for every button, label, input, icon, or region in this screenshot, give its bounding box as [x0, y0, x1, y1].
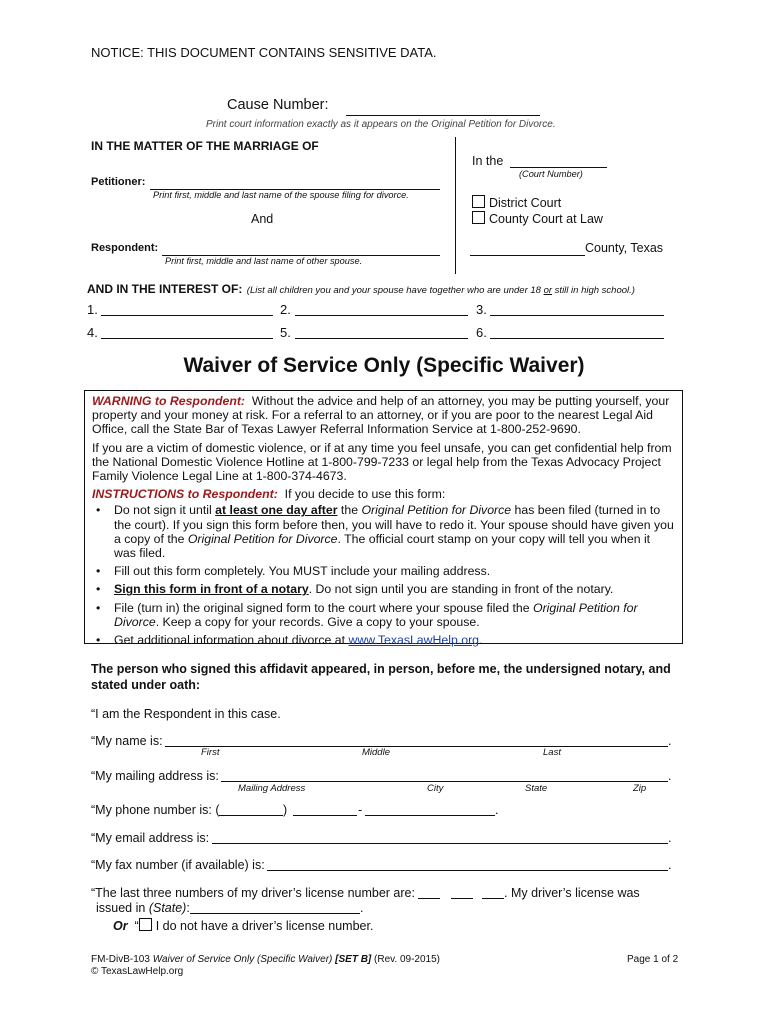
warning-paragraph	[92, 394, 675, 437]
no-license-checkbox[interactable]	[139, 918, 152, 931]
court-number-field[interactable]	[510, 155, 607, 168]
county-court-checkbox[interactable]	[472, 211, 485, 224]
child-5: 5.	[280, 325, 291, 340]
county-court-label: County Court at Law	[489, 212, 603, 226]
footer-copyright: © TexasLawHelp.org	[91, 966, 184, 977]
fax-field[interactable]	[267, 859, 668, 871]
child-2: 2.	[280, 302, 291, 317]
form-title: Waiver of Service Only (Specific Waiver)	[183, 354, 585, 377]
interest-heading: AND IN THE INTEREST OF:	[87, 282, 243, 296]
name-middle-hint: Middle	[362, 747, 390, 758]
email-field[interactable]	[212, 832, 668, 844]
mail-state-hint: State	[525, 783, 548, 794]
child-4: 4.	[87, 325, 98, 340]
license-digit-2-field[interactable]	[451, 887, 473, 899]
instruction-item: • Do not sign it until at least one day after the Original Petition for Divorce has been filed (turned in to the court). If you sign this form before then, you will have to redo it. Your spouse should have given you a copy of the Original Petition for Divorce. The official court stamp on your copy will tell you when it was filed.	[92, 503, 675, 560]
name-last-hint: Last	[543, 747, 561, 758]
respondent-statement: “I am the Respondent in this case.	[91, 707, 281, 721]
respondent-label: Respondent:	[91, 242, 159, 254]
email-label: “My email address is:	[91, 831, 210, 845]
issued-period: .	[360, 901, 364, 915]
name-label: “My name is:	[91, 734, 163, 748]
license-post-text: . My driver’s license was	[504, 886, 640, 900]
instruction-item: • File (turn in) the original signed form to the court where your spouse filed the Original Petition for Divorce. Keep a copy for your records. Give a copy to your spouse.	[92, 601, 675, 629]
texaslawhelp-link[interactable]: www.TexasLawHelp.org	[348, 633, 480, 648]
cause-instruction: Print court information exactly as it appears on the Original Petition for Divorce.	[206, 119, 556, 130]
license-digit-1-field[interactable]	[418, 887, 440, 899]
instruction-item: • Sign this form in front of a notary. Do not sign until you are standing in front of the notary.	[92, 582, 675, 596]
child-5-field[interactable]	[295, 328, 468, 339]
interest-instruction: (List all children you and your spouse have together who are under 18 or still in high school.)	[246, 285, 635, 296]
respondent-hint: Print first, middle and last name of other spouse.	[165, 256, 363, 266]
email-period: .	[668, 831, 672, 845]
instructions-label: INSTRUCTIONS to Respondent:	[92, 487, 278, 502]
mail-zip-hint: Zip	[633, 783, 647, 794]
license-digit-3-field[interactable]	[482, 887, 504, 899]
in-the-label: In the	[472, 154, 504, 168]
matter-heading: IN THE MATTER OF THE MARRIAGE OF	[91, 139, 319, 153]
child-1: 1.	[87, 302, 98, 317]
warning-text: Without the advice and help of an attorney, you may be putting yourself, your property and your money at risk. For a referral to an attorney, or if you are poor to the nearest Legal Aid Office, call the State Bar of Texas Lawyer Referral Information Service at 1-800-252-9690.	[92, 394, 670, 437]
district-court-option[interactable]	[472, 195, 561, 210]
form-footer-code: FM-DivB-103 Waiver of Service Only (Specific Waiver) [SET B] (Rev. 09-2015)	[91, 954, 441, 965]
county-court-option[interactable]	[472, 211, 603, 226]
phone-paren: )	[283, 803, 288, 817]
and-label: And	[251, 212, 274, 226]
license-state-field[interactable]	[190, 902, 360, 914]
mailing-label: “My mailing address is:	[91, 769, 219, 783]
phone-period: .	[495, 803, 499, 817]
county-texas-label: County, Texas	[585, 241, 664, 255]
petitioner-label: Petitioner:	[91, 176, 146, 188]
court-number-hint: (Court Number)	[519, 169, 583, 179]
name-period: .	[668, 734, 672, 748]
warning-box	[84, 390, 683, 648]
child-3: 3.	[476, 302, 487, 317]
instructions-list	[92, 503, 675, 647]
mailing-address-field[interactable]	[221, 770, 668, 782]
issued-in-label: issued in (State):	[96, 901, 190, 915]
cause-number-field[interactable]	[346, 101, 540, 116]
district-court-checkbox[interactable]	[472, 195, 485, 208]
child-6: 6.	[476, 325, 487, 340]
child-4-field[interactable]	[101, 328, 273, 339]
page-number: Page 1 of 2	[627, 954, 679, 965]
instructions-heading	[92, 487, 675, 501]
phone-label: “My phone number is: (	[91, 803, 220, 817]
petitioner-hint: Print first, middle and last name of the spouse filing for divorce.	[153, 190, 409, 200]
petitioner-name-field[interactable]	[150, 177, 440, 190]
or-label: Or	[113, 919, 128, 933]
name-field[interactable]	[165, 735, 668, 747]
phone-line-field[interactable]	[365, 804, 495, 816]
domestic-violence-paragraph: If you are a victim of domestic violence, or if at any time you feel unsafe, you can get confidential help from the National Domestic Violence Hotline at 1-800-799-7233 or legal help from the Texas Advocacy Project Family Violence Legal Line at 1-800-374-4673.	[92, 440, 672, 484]
instructions-intro: If you decide to use this form:	[284, 487, 446, 502]
no-license-row: Or “ I do not have a driver’s license number.	[113, 919, 374, 933]
phone-dash: -	[358, 803, 363, 817]
affidavit-intro: The person who signed this affidavit appeared, in person, before me, the undersigned notary, and stated under oath:	[91, 662, 671, 692]
no-license-text: I do not have a driver’s license number.	[155, 919, 374, 933]
child-1-field[interactable]	[101, 305, 273, 316]
fax-period: .	[668, 858, 672, 872]
mail-address-hint: Mailing Address	[238, 783, 306, 794]
cause-number-label: Cause Number:	[227, 97, 329, 113]
child-6-field[interactable]	[490, 328, 664, 339]
mailing-period: .	[668, 769, 672, 783]
mail-city-hint: City	[427, 783, 444, 794]
phone-area-code-field[interactable]	[219, 804, 283, 816]
district-court-label: District Court	[489, 196, 562, 210]
court-divider	[455, 137, 456, 274]
name-first-hint: First	[201, 747, 220, 758]
instruction-item: • Get additional information about divorce at www.TexasLawHelp.org.	[92, 633, 675, 647]
phone-prefix-field[interactable]	[293, 804, 357, 816]
child-3-field[interactable]	[490, 305, 664, 316]
interest-heading-row	[87, 280, 635, 298]
license-label: “The last three numbers of my driver’s license number are:	[91, 886, 415, 900]
respondent-name-field[interactable]	[162, 243, 440, 256]
sensitive-data-notice: NOTICE: THIS DOCUMENT CONTAINS SENSITIVE DATA.	[91, 45, 437, 60]
instruction-item: • Fill out this form completely. You MUST include your mailing address.	[92, 564, 675, 578]
warning-label: WARNING to Respondent:	[92, 394, 246, 408]
county-name-field[interactable]	[470, 243, 585, 256]
fax-label: “My fax number (if available) is:	[91, 858, 265, 872]
child-2-field[interactable]	[295, 305, 468, 316]
